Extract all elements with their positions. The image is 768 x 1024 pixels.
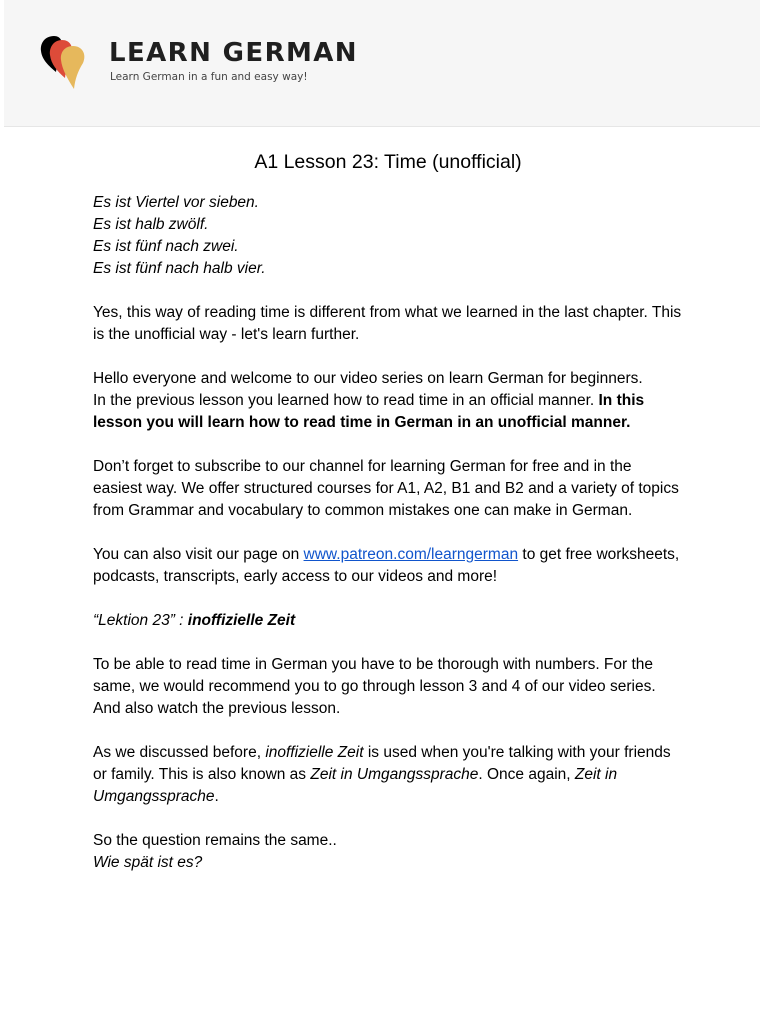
brand-name: LEARN GERMAN xyxy=(109,38,358,68)
discussed-term: Zeit in Umgangssprache xyxy=(93,766,618,805)
welcome-text: Hello everyone and welcome to our video series on learn German for beginners. xyxy=(93,370,643,387)
intro-paragraph: Yes, this way of reading time is different from what we learned in the last chapter. This is the unofficial way - let's learn further. xyxy=(93,304,682,343)
lektion-label: “Lektion 23” : xyxy=(93,612,188,629)
discussed-term: inoffizielle Zeit xyxy=(265,744,364,761)
example-sentences xyxy=(93,192,683,280)
visit-paragraph xyxy=(93,544,683,588)
welcome-paragraph xyxy=(93,368,683,434)
discussed-text: is used when you're talking with your friends or family. This is also known as xyxy=(93,744,671,783)
subscribe-paragraph: Don’t forget to subscribe to our channel for learning German for free and in the easiest way. We offer structured courses for A1, A2, B1 and B2 and a variety of topics from Grammar and vocabulary to common mistakes one can make in German. xyxy=(93,458,679,519)
visit-text-after: to get free worksheets, podcasts, transcripts, early access to our videos and more! xyxy=(93,546,680,585)
example-sentence: Es ist halb zwölf. xyxy=(93,216,209,233)
previous-lesson-text: In the previous lesson you learned how to read time in an official manner. xyxy=(93,392,599,409)
question-german: Wie spät ist es? xyxy=(93,854,203,871)
flag-heart-icon xyxy=(40,34,88,90)
question-text: So the question remains the same.. xyxy=(93,832,337,849)
lesson-goal-text: In this lesson you will learn how to read time in German in an unofficial manner. xyxy=(93,392,645,431)
site-header xyxy=(4,0,760,127)
discussed-text: . xyxy=(214,788,219,805)
brand-tagline: Learn German in a fun and easy way! xyxy=(110,71,308,83)
question-paragraph xyxy=(93,830,683,874)
patreon-link[interactable]: www.patreon.com/learngerman xyxy=(303,546,519,563)
numbers-paragraph: To be able to read time in German you have to be thorough with numbers. For the same, we would recommend you to go through lesson 3 and 4 of our video series. And also watch the previous lesson. xyxy=(93,656,656,717)
example-sentence: Es ist Viertel vor sieben. xyxy=(93,194,259,211)
discussed-text: As we discussed before, xyxy=(93,744,266,761)
discussed-paragraph xyxy=(93,742,683,808)
visit-text-before: You can also visit our page on xyxy=(93,546,304,563)
discussed-text: . Once again, xyxy=(478,766,575,783)
discussed-term: Zeit in Umgangssprache xyxy=(310,766,479,783)
example-sentence: Es ist fünf nach halb vier. xyxy=(93,260,266,277)
document-body xyxy=(93,150,683,896)
lektion-title: inoffizielle Zeit xyxy=(187,612,296,629)
example-sentence: Es ist fünf nach zwei. xyxy=(93,238,239,255)
page-title: A1 Lesson 23: Time (unofficial) xyxy=(254,151,522,173)
lektion-heading xyxy=(93,610,683,632)
